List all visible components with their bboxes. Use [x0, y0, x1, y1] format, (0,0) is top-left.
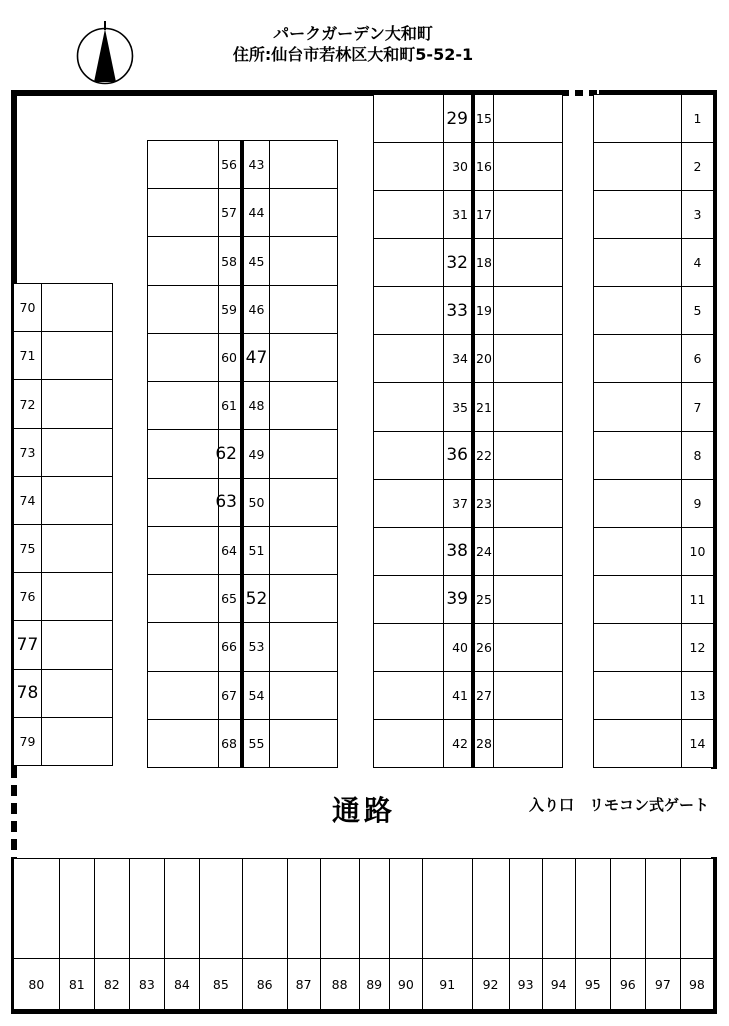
parking-column	[576, 859, 611, 1009]
space-93: 93	[517, 976, 534, 992]
empty-stall	[594, 191, 682, 238]
empty-stall	[321, 859, 359, 959]
empty-stall	[374, 383, 444, 430]
empty-stall	[374, 239, 444, 286]
parking-row	[14, 525, 112, 573]
space-91: 91	[439, 976, 456, 992]
empty-stall	[374, 335, 444, 382]
space-86: 86	[256, 976, 273, 992]
parking-column	[423, 859, 473, 1009]
space-57: 57	[219, 189, 244, 236]
parking-row	[148, 141, 337, 189]
empty-stall	[270, 237, 337, 284]
parking-row	[374, 528, 562, 576]
empty-stall	[165, 859, 199, 959]
parking-column	[95, 859, 130, 1009]
space-89: 89	[366, 976, 383, 992]
space-61: 61	[219, 382, 244, 429]
empty-stall	[594, 95, 682, 142]
parking-row	[148, 479, 337, 527]
parking-column	[510, 859, 543, 1009]
space-85: 85	[212, 976, 229, 992]
empty-stall	[494, 287, 562, 334]
space-63: 63	[219, 479, 244, 526]
space-35: 35	[444, 383, 475, 430]
space-36: 36	[444, 432, 475, 479]
space-97: 97	[654, 976, 671, 992]
space-41: 41	[444, 672, 475, 719]
empty-stall	[594, 335, 682, 382]
parking-block-center-east	[373, 94, 563, 768]
empty-stall	[494, 335, 562, 382]
parking-row	[594, 576, 713, 624]
empty-stall	[148, 237, 219, 284]
empty-stall	[148, 527, 219, 574]
empty-stall	[42, 718, 112, 765]
space-49: 49	[244, 430, 270, 477]
empty-stall	[494, 383, 562, 430]
space-71: 71	[14, 332, 42, 379]
space-74: 74	[14, 477, 42, 524]
space-10: 10	[689, 543, 706, 559]
space-33: 33	[444, 287, 475, 334]
empty-stall	[494, 191, 562, 238]
space-60: 60	[219, 334, 244, 381]
parking-row	[148, 672, 337, 720]
space-92: 92	[482, 976, 499, 992]
empty-stall	[200, 859, 242, 959]
empty-stall	[374, 720, 444, 767]
space-6: 6	[693, 351, 702, 367]
space-78: 78	[14, 670, 42, 717]
parking-row	[14, 718, 112, 765]
space-31: 31	[444, 191, 475, 238]
space-79: 79	[14, 718, 42, 765]
space-32: 32	[444, 239, 475, 286]
space-40: 40	[444, 624, 475, 671]
empty-stall	[148, 623, 219, 670]
space-73: 73	[14, 429, 42, 476]
empty-stall	[594, 480, 682, 527]
parking-column	[60, 859, 95, 1009]
space-67: 67	[219, 672, 244, 719]
parking-row	[148, 286, 337, 334]
space-81: 81	[68, 976, 85, 992]
empty-stall	[42, 477, 112, 524]
empty-stall	[594, 720, 682, 767]
boundary-dashed-opening-west	[11, 767, 17, 859]
space-52: 52	[244, 575, 270, 622]
space-27: 27	[475, 672, 494, 719]
space-14: 14	[689, 736, 706, 752]
empty-stall	[473, 859, 509, 959]
parking-row	[14, 332, 112, 380]
empty-stall	[576, 859, 610, 959]
parking-row	[594, 239, 713, 287]
empty-stall	[390, 859, 422, 959]
parking-column	[390, 859, 423, 1009]
site-address: 住所:仙台市若林区大和町5-52-1	[232, 44, 474, 64]
empty-stall	[594, 143, 682, 190]
parking-row	[594, 672, 713, 720]
space-44: 44	[244, 189, 270, 236]
empty-stall	[148, 479, 219, 526]
parking-row	[148, 334, 337, 382]
parking-column	[611, 859, 646, 1009]
empty-stall	[494, 95, 562, 142]
space-1: 1	[693, 111, 702, 127]
space-30: 30	[444, 143, 475, 190]
map-title-block	[113, 24, 593, 66]
space-24: 24	[475, 528, 494, 575]
space-45: 45	[244, 237, 270, 284]
empty-stall	[148, 430, 219, 477]
empty-stall	[374, 624, 444, 671]
empty-stall	[594, 239, 682, 286]
parking-row	[14, 429, 112, 477]
parking-row	[374, 672, 562, 720]
site-title: パークガーデン大和町	[273, 24, 433, 43]
space-66: 66	[219, 623, 244, 670]
parking-row	[148, 720, 337, 767]
parking-column	[288, 859, 321, 1009]
space-17: 17	[475, 191, 494, 238]
parking-row	[594, 335, 713, 383]
boundary-entrance-opening-east	[710, 769, 718, 857]
empty-stall	[148, 141, 219, 188]
space-96: 96	[619, 976, 636, 992]
space-94: 94	[550, 976, 567, 992]
space-8: 8	[693, 447, 702, 463]
space-7: 7	[693, 399, 702, 415]
empty-stall	[374, 576, 444, 623]
parking-row	[594, 143, 713, 191]
parking-column	[14, 859, 60, 1009]
space-98: 98	[688, 976, 705, 992]
empty-stall	[374, 528, 444, 575]
empty-stall	[148, 382, 219, 429]
space-88: 88	[331, 976, 348, 992]
parking-row	[594, 95, 713, 143]
space-47: 47	[244, 334, 270, 381]
parking-row	[374, 95, 562, 143]
empty-stall	[374, 95, 444, 142]
space-3: 3	[693, 207, 702, 223]
empty-stall	[270, 575, 337, 622]
space-15: 15	[475, 95, 494, 142]
empty-stall	[494, 480, 562, 527]
empty-stall	[594, 528, 682, 575]
empty-stall	[270, 479, 337, 526]
parking-row	[148, 623, 337, 671]
space-80: 80	[28, 976, 45, 992]
empty-stall	[243, 859, 287, 959]
empty-stall	[270, 189, 337, 236]
empty-stall	[42, 429, 112, 476]
empty-stall	[494, 672, 562, 719]
space-38: 38	[444, 528, 475, 575]
space-5: 5	[693, 303, 702, 319]
empty-stall	[681, 859, 713, 959]
empty-stall	[594, 672, 682, 719]
empty-stall	[42, 284, 112, 331]
empty-stall	[374, 480, 444, 527]
parking-column	[243, 859, 288, 1009]
parking-row	[374, 383, 562, 431]
space-56: 56	[219, 141, 244, 188]
empty-stall	[374, 287, 444, 334]
space-21: 21	[475, 383, 494, 430]
space-77: 77	[14, 621, 42, 668]
parking-row	[14, 621, 112, 669]
space-54: 54	[244, 672, 270, 719]
empty-stall	[270, 334, 337, 381]
space-12: 12	[689, 639, 706, 655]
space-48: 48	[244, 382, 270, 429]
empty-stall	[374, 672, 444, 719]
space-39: 39	[444, 576, 475, 623]
aisle-label: 通路	[332, 794, 397, 827]
space-75: 75	[14, 525, 42, 572]
empty-stall	[130, 859, 164, 959]
parking-column	[646, 859, 681, 1009]
empty-stall	[42, 380, 112, 427]
parking-block-east	[593, 94, 714, 768]
empty-stall	[374, 191, 444, 238]
space-2: 2	[693, 159, 702, 175]
parking-row	[594, 480, 713, 528]
empty-stall	[594, 287, 682, 334]
space-22: 22	[475, 432, 494, 479]
space-42: 42	[444, 720, 475, 767]
empty-stall	[360, 859, 389, 959]
parking-row	[148, 430, 337, 478]
space-19: 19	[475, 287, 494, 334]
parking-block-south	[13, 858, 714, 1010]
empty-stall	[510, 859, 542, 959]
parking-row	[374, 576, 562, 624]
space-25: 25	[475, 576, 494, 623]
empty-stall	[148, 575, 219, 622]
space-55: 55	[244, 720, 270, 767]
empty-stall	[42, 525, 112, 572]
space-65: 65	[219, 575, 244, 622]
space-53: 53	[244, 623, 270, 670]
empty-stall	[270, 720, 337, 767]
parking-row	[14, 284, 112, 332]
empty-stall	[494, 720, 562, 767]
parking-block-center-west	[147, 140, 338, 768]
space-23: 23	[475, 480, 494, 527]
parking-row	[14, 670, 112, 718]
empty-stall	[270, 527, 337, 574]
empty-stall	[494, 432, 562, 479]
parking-row	[594, 191, 713, 239]
empty-stall	[288, 859, 320, 959]
parking-column	[360, 859, 390, 1009]
space-43: 43	[244, 141, 270, 188]
space-95: 95	[584, 976, 601, 992]
space-13: 13	[689, 687, 706, 703]
space-46: 46	[244, 286, 270, 333]
parking-row	[374, 720, 562, 767]
parking-row	[14, 573, 112, 621]
parking-row	[594, 624, 713, 672]
space-4: 4	[693, 255, 702, 271]
empty-stall	[494, 239, 562, 286]
empty-stall	[270, 430, 337, 477]
empty-stall	[148, 720, 219, 767]
parking-column	[200, 859, 243, 1009]
entrance-gate-label: 入り口 リモコン式ゲート	[529, 796, 710, 814]
space-26: 26	[475, 624, 494, 671]
parking-column	[543, 859, 576, 1009]
empty-stall	[494, 528, 562, 575]
empty-stall	[148, 189, 219, 236]
space-64: 64	[219, 527, 244, 574]
empty-stall	[42, 573, 112, 620]
parking-row	[374, 239, 562, 287]
parking-column	[681, 859, 713, 1009]
space-68: 68	[219, 720, 244, 767]
empty-stall	[594, 383, 682, 430]
parking-row	[374, 335, 562, 383]
empty-stall	[148, 334, 219, 381]
space-87: 87	[295, 976, 312, 992]
parking-row	[148, 527, 337, 575]
empty-stall	[374, 432, 444, 479]
space-59: 59	[219, 286, 244, 333]
parking-row	[374, 480, 562, 528]
empty-stall	[60, 859, 94, 959]
empty-stall	[494, 624, 562, 671]
parking-block-west	[13, 283, 113, 766]
parking-row	[148, 382, 337, 430]
parking-column	[321, 859, 360, 1009]
empty-stall	[42, 332, 112, 379]
parking-row	[148, 189, 337, 237]
empty-stall	[646, 859, 680, 959]
space-20: 20	[475, 335, 494, 382]
parking-column	[130, 859, 165, 1009]
empty-stall	[494, 576, 562, 623]
space-9: 9	[693, 495, 702, 511]
empty-stall	[270, 672, 337, 719]
empty-stall	[270, 623, 337, 670]
space-82: 82	[103, 976, 120, 992]
parking-row	[594, 720, 713, 767]
space-72: 72	[14, 380, 42, 427]
parking-row	[594, 528, 713, 576]
space-28: 28	[475, 720, 494, 767]
empty-stall	[270, 286, 337, 333]
empty-stall	[594, 576, 682, 623]
empty-stall	[594, 432, 682, 479]
parking-row	[374, 624, 562, 672]
parking-row	[374, 432, 562, 480]
parking-row	[594, 383, 713, 431]
empty-stall	[494, 143, 562, 190]
space-29: 29	[444, 95, 475, 142]
empty-stall	[148, 286, 219, 333]
parking-row	[148, 237, 337, 285]
parking-row	[374, 287, 562, 335]
space-16: 16	[475, 143, 494, 190]
parking-row	[14, 380, 112, 428]
parking-row	[594, 287, 713, 335]
empty-stall	[543, 859, 575, 959]
parking-row	[374, 191, 562, 239]
space-50: 50	[244, 479, 270, 526]
parking-column	[165, 859, 200, 1009]
parking-row	[594, 432, 713, 480]
parking-column	[473, 859, 510, 1009]
space-34: 34	[444, 335, 475, 382]
empty-stall	[14, 859, 59, 959]
empty-stall	[423, 859, 472, 959]
space-62: 62	[219, 430, 244, 477]
space-76: 76	[14, 573, 42, 620]
parking-row	[374, 143, 562, 191]
empty-stall	[270, 382, 337, 429]
space-83: 83	[138, 976, 155, 992]
space-18: 18	[475, 239, 494, 286]
space-90: 90	[397, 976, 414, 992]
empty-stall	[270, 141, 337, 188]
empty-stall	[42, 621, 112, 668]
empty-stall	[95, 859, 129, 959]
empty-stall	[42, 670, 112, 717]
empty-stall	[148, 672, 219, 719]
space-11: 11	[689, 591, 706, 607]
parking-row	[14, 477, 112, 525]
empty-stall	[374, 143, 444, 190]
empty-stall	[611, 859, 645, 959]
space-70: 70	[14, 284, 42, 331]
empty-stall	[594, 624, 682, 671]
parking-row	[148, 575, 337, 623]
space-58: 58	[219, 237, 244, 284]
space-51: 51	[244, 527, 270, 574]
space-84: 84	[173, 976, 190, 992]
space-37: 37	[444, 480, 475, 527]
